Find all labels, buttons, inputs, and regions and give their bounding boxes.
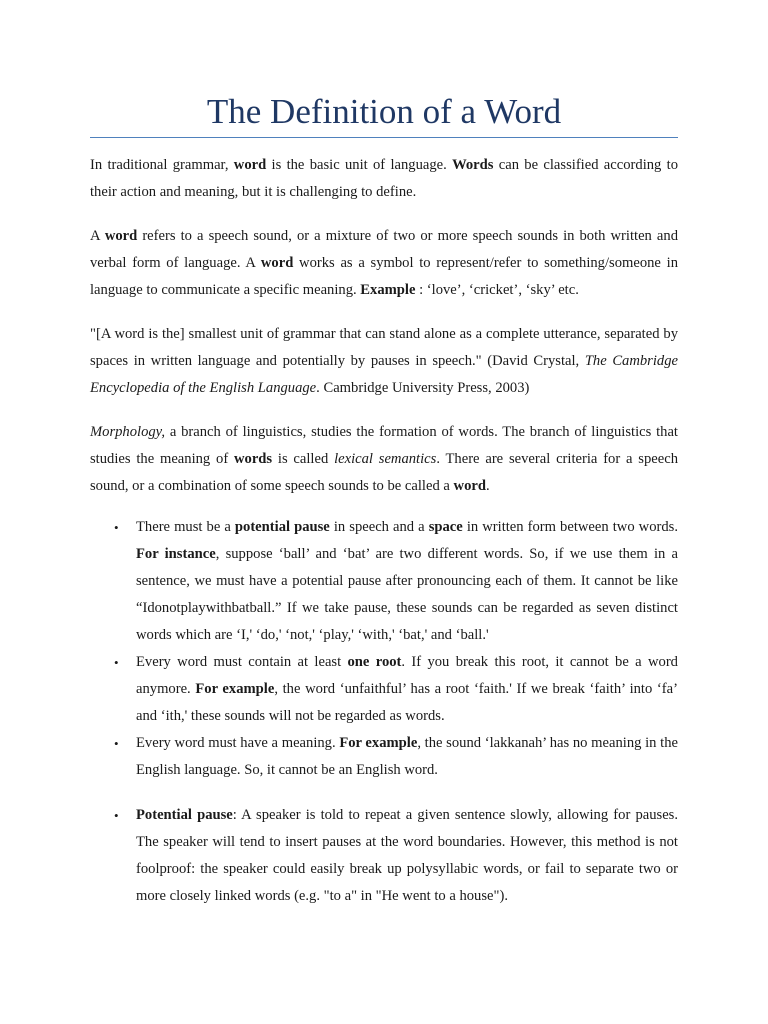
paragraph-morphology: Morphology, a branch of linguistics, studies the formation of words. The branch of linguistics that studies the meaning of words is called lexical semantics. There are several criteria for a speech sound, or a combination of some speech sounds to be called a word. xyxy=(90,424,678,494)
list-item: • Every word must contain at least one root. If you break this root, it cannot be a word anymore. For example, the word ‘unfaithful’ has a root ‘faith.' If we break ‘faith’ into ‘fa’ and ‘ith,' these sounds will not be regarded as words. xyxy=(90,649,678,730)
paragraph-intro: In traditional grammar, word is the basic unit of language. Words can be classified according to their action and meaning, but it is challenging to define. xyxy=(90,157,678,200)
bullet-icon: • xyxy=(114,736,119,751)
bullet-icon: • xyxy=(114,655,119,670)
document-body xyxy=(90,152,678,910)
list-item: • There must be a potential pause in speech and a space in written form between two words. For instance, suppose ‘ball’ and ‘bat’ are two different words. So, if we use them in a sentence, we must have a potential pause after pronouncing each of them. It cannot be like “Idonotplaywithbatball.” If we take pause, these sounds can be regarded as seven distinct words which are ‘I,' ‘do,' ‘not,' ‘play,' ‘with,' ‘bat,' and ‘ball.' xyxy=(90,514,678,649)
criteria-list xyxy=(90,514,678,910)
list-item: • Every word must have a meaning. For example, the sound ‘lakkanah’ has no meaning in the English language. So, it cannot be an English word. xyxy=(90,730,678,784)
list-item: • Potential pause: A speaker is told to repeat a given sentence slowly, allowing for pauses. The speaker will tend to insert pauses at the word boundaries. However, this method is not foolproof: the speaker could easily break up polysyllabic words, or fail to separate two or more closely linked words (e.g. "to a" in "He went to a house"). xyxy=(90,802,678,910)
bullet-icon: • xyxy=(114,808,119,823)
bullet-icon: • xyxy=(114,520,119,535)
page-title: The Definition of a Word xyxy=(206,92,562,131)
paragraph-word-definition: A word refers to a speech sound, or a mixture of two or more speech sounds in both written and verbal form of language. A word works as a symbol to represent/refer to something/someone in language to communicate a specific meaning. Example : ‘love’, ‘cricket’, ‘sky’ etc. xyxy=(90,228,678,298)
title-underline-divider xyxy=(90,137,678,138)
paragraph-crystal-quote: "[A word is the] smallest unit of grammar that can stand alone as a complete utterance, separated by spaces in written language and potentially by pauses in speech." (David Crystal, The Cambridge Encyclopedia of the English Language. Cambridge University Press, 2003) xyxy=(90,326,678,396)
